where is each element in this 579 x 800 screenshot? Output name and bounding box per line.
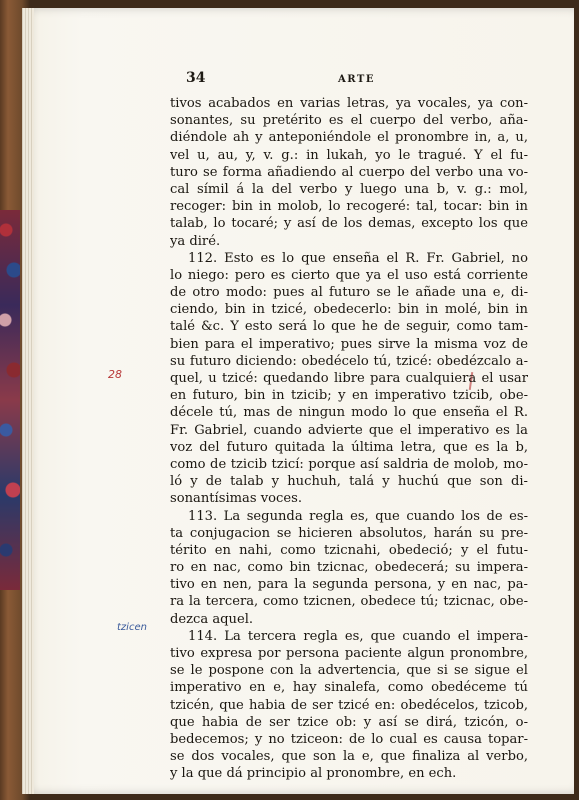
text-line: 114. La tercera regla es, que cuando el impera-: [188, 628, 528, 644]
body-text: [170, 95, 528, 783]
text-line: y la que dá principio al pronombre, en ech.: [170, 766, 457, 782]
text-line: como de tzicib tzicí: porque así saldria de molob, mo-: [170, 456, 528, 472]
text-line: vel u, au, y, v. g.: in lukah, yo le tragué. Y el fu-: [170, 147, 528, 163]
text-line: se dos vocales, que son la e, que finaliza al verbo,: [170, 749, 528, 765]
text-line: tivos acabados en varias letras, ya vocales, ya con-: [170, 96, 528, 111]
text-line: turo se forma añadiendo al cuerpo del verbo una vo-: [170, 164, 528, 180]
text-line: su futuro diciendo: obedécelo tú, tzicé: obedézcalo a-: [170, 353, 528, 369]
text-line: sonantísimas voces.: [170, 491, 302, 507]
marbled-endpaper: [0, 210, 20, 590]
text-line: ciendo, bin in tzicé, obedecerlo: bin in molé, bin in: [170, 302, 528, 318]
text-line: bien para el imperativo; pues sirve la misma voz de: [170, 336, 528, 352]
text-line: de otro modo: pues al futuro se le añade una e, di-: [170, 285, 528, 301]
margin-note-blue: tzicen: [117, 622, 147, 633]
text-line: imperativo en e, hay sinalefa, como obedéceme tú: [170, 680, 528, 696]
text-line: que habia de ser tzice ob: y así se dirá, tzicón, o-: [170, 714, 528, 730]
running-title: ARTE: [338, 74, 375, 85]
text-line: décele tú, mas de ningun modo lo que enseña el R.: [170, 405, 528, 421]
text-line: cal símil á la del verbo y luego una b, v. g.: mol,: [170, 181, 528, 197]
margin-note-red: 28: [108, 368, 122, 381]
text-line: tivo expresa por persona paciente algun pronombre,: [170, 646, 528, 661]
text-line: sonantes, su pretérito es el cuerpo del verbo, aña-: [170, 113, 528, 129]
text-line: tivo en nen, para la segunda persona, y en nac, pa-: [170, 577, 528, 593]
text-line: dezca aquel.: [170, 611, 254, 627]
text-line: 113. La segunda regla es, que cuando los de es-: [188, 508, 528, 524]
text-line: bedecemos; y no tziceon: de lo cual es causa topar-: [170, 731, 528, 747]
text-line: ya diré.: [170, 233, 221, 249]
text-line: se le pospone con la advertencia, que si se sigue el: [170, 663, 528, 679]
text-line: 112. Esto es lo que enseña el R. Fr. Gabriel, no: [188, 250, 528, 266]
text-line: recoger: bin in molob, lo recogeré: tal, tocar: bin in: [170, 199, 528, 215]
text-line: ro en nac, como bin tzicnac, obedecerá; su impera-: [170, 560, 528, 576]
text-line: tzicén, que habia de ser tzicé en: obedécelos, tzicob,: [170, 697, 528, 713]
page-number: 34: [186, 70, 206, 86]
page-header: [186, 70, 526, 90]
text-line: ta conjugacion se hicieren absolutos, harán su pre-: [170, 525, 528, 541]
text-line: lo niego: pero es cierto que ya el uso está corriente: [170, 267, 528, 283]
text-line: quel, u tzicé: quedando libre para cualquiera el usar: [170, 371, 528, 386]
text-line: talé &c. Y esto será lo que he de seguir, como tam-: [170, 319, 528, 335]
text-line: ló y de talab y huchuh, talá y huchú que son di-: [170, 474, 528, 490]
text-line: voz del futuro quitada la última letra, que es la b,: [170, 439, 528, 455]
text-line: Fr. Gabriel, cuando advierte que el imperativo es la: [170, 422, 528, 438]
page-edges: [22, 8, 34, 794]
text-line: en futuro, bin in tzicib; y en imperativo tzicib, obe-: [170, 388, 528, 404]
text-line: ra la tercera, como tzicnen, obedece tú; tzicnac, obe-: [170, 594, 528, 610]
text-line: talab, lo tocaré; y así de los demas, excepto los que: [170, 216, 528, 232]
text-line: térito en nahi, como tzicnahi, obedeció; y el futu-: [170, 542, 528, 558]
text-line: diéndole ah y anteponiéndole el pronombre in, a, u,: [170, 130, 528, 146]
